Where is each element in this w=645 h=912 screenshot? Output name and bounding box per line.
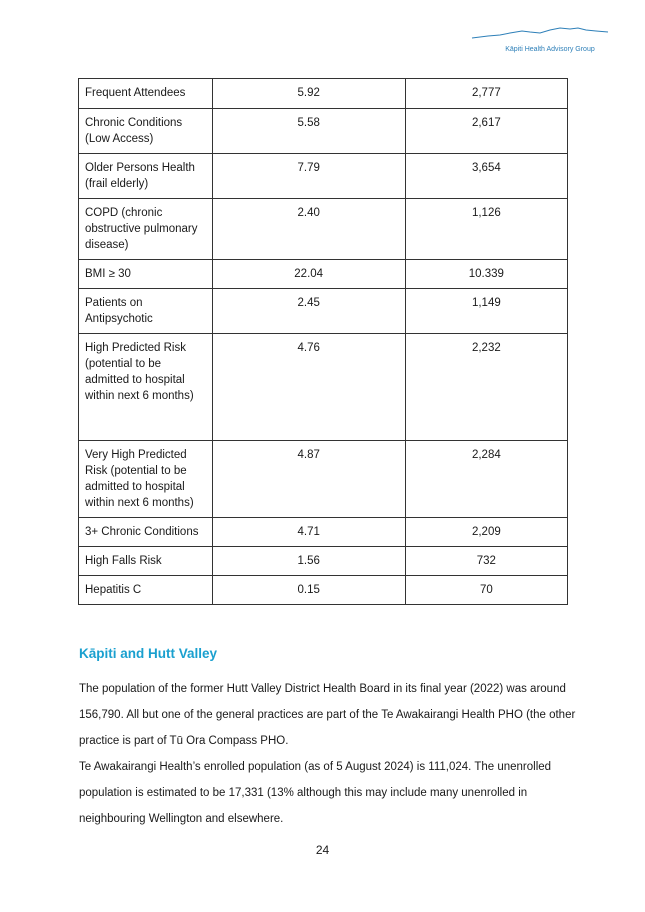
table-row xyxy=(79,109,568,154)
table-row xyxy=(79,576,568,605)
table-row xyxy=(79,79,568,109)
table-cell-name: High Predicted Risk (potential to be admitted to hospital within next 6 months) xyxy=(79,334,213,441)
table-cell-name: BMI ≥ 30 xyxy=(79,260,213,289)
table-cell-percent: 4.71 xyxy=(212,518,405,547)
table-cell-count: 10.339 xyxy=(405,260,567,289)
table-row xyxy=(79,518,568,547)
table-cell-percent: 2.40 xyxy=(212,199,405,260)
table-row xyxy=(79,199,568,260)
table-cell-percent: 5.58 xyxy=(212,109,405,154)
table-cell-count: 2,209 xyxy=(405,518,567,547)
risk-table-body xyxy=(79,79,568,605)
table-row xyxy=(79,260,568,289)
table-cell-name: Hepatitis C xyxy=(79,576,213,605)
table-cell-name: 3+ Chronic Conditions xyxy=(79,518,213,547)
table-cell-count: 3,654 xyxy=(405,154,567,199)
table-cell-percent: 0.15 xyxy=(212,576,405,605)
table-cell-name: Older Persons Health (frail elderly) xyxy=(79,154,213,199)
table-cell-count: 732 xyxy=(405,547,567,576)
table-cell-percent: 4.76 xyxy=(212,334,405,441)
table-row xyxy=(79,289,568,334)
table-cell-count: 70 xyxy=(405,576,567,605)
table-cell-count: 1,126 xyxy=(405,199,567,260)
table-row xyxy=(79,334,568,441)
table-cell-count: 1,149 xyxy=(405,289,567,334)
paragraph-enrolment: Te Awakairangi Health’s enrolled population (as of 5 August 2024) is 111,024. The unenrolled population is estimated to be 17,331 (13% although this may include many unenrolled in neighbouring Wellington and elsewhere. xyxy=(79,761,552,825)
table-row xyxy=(79,441,568,518)
mountain-logo-icon xyxy=(470,24,610,46)
table-cell-percent: 4.87 xyxy=(212,441,405,518)
table-cell-count: 2,284 xyxy=(405,441,567,518)
table-cell-percent: 22.04 xyxy=(212,260,405,289)
table-cell-percent: 7.79 xyxy=(212,154,405,199)
paragraph-population: The population of the former Hutt Valley District Health Board in its final year (2022) was around 156,790. All but one of the general practices are part of the Te Awakairangi Health PHO (the other practice is part of Tū Ora Compass PHO. xyxy=(79,683,576,747)
table-row xyxy=(79,547,568,576)
table-cell-count: 2,617 xyxy=(405,109,567,154)
table-cell-percent: 2.45 xyxy=(212,289,405,334)
table-cell-count: 2,777 xyxy=(405,79,567,109)
table-cell-count: 2,232 xyxy=(405,334,567,441)
logo-text: Kāpiti Health Advisory Group xyxy=(505,46,595,53)
table-row xyxy=(79,154,568,199)
page-number: 24 xyxy=(315,843,330,857)
header-logo xyxy=(470,24,610,60)
table-cell-name: Frequent Attendees xyxy=(79,79,213,109)
table-cell-percent: 1.56 xyxy=(212,547,405,576)
table-cell-name: Patients on Antipsychotic xyxy=(79,289,213,334)
table-cell-name: COPD (chronic obstructive pulmonary disease) xyxy=(79,199,213,260)
section-heading: Kāpiti and Hutt Valley xyxy=(79,646,218,661)
table-cell-percent: 5.92 xyxy=(212,79,405,109)
table-cell-name: Chronic Conditions (Low Access) xyxy=(79,109,213,154)
table-cell-name: Very High Predicted Risk (potential to be admitted to hospital within next 6 months) xyxy=(79,441,213,518)
risk-table xyxy=(78,78,568,605)
table-cell-name: High Falls Risk xyxy=(79,547,213,576)
